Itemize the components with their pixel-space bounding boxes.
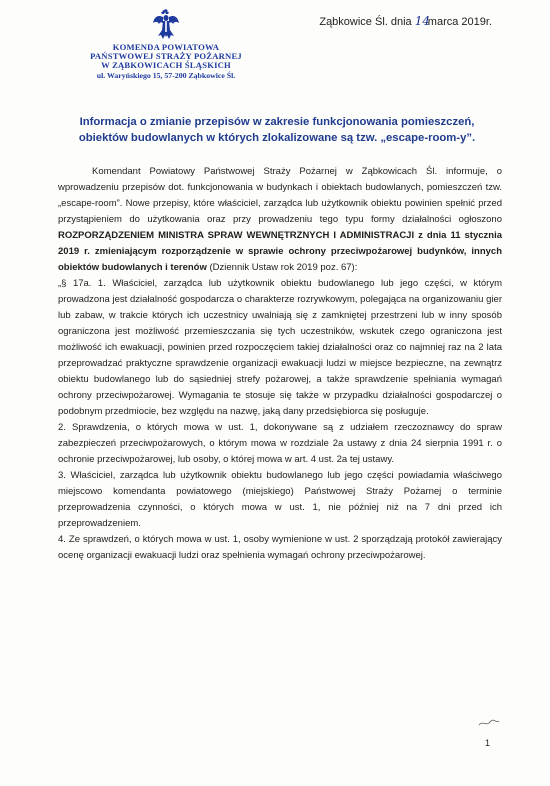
handwritten-mark-icon (478, 718, 500, 728)
eagle-emblem-icon (151, 6, 181, 42)
document-title (60, 114, 494, 146)
place-date-prefix: Ząbkowice Śl. dnia (319, 16, 412, 28)
stamp-line-1: KOMENDA POWIATOWA (112, 42, 220, 52)
stamp-address: ul. Waryńskiego 15, 57-200 Ząbkowice Śl. (96, 70, 236, 80)
intro-text-1: Komendant Powiatowy Państwowej Straży Pożarnej w Ząbkowicach Śl. informuje, o wprowadzeniu przepisów dot. funkcjonowania w budynkach i obiektach budowlanych, pomieszczeń tzw. „escape-room”. Nowe przepisy, które właściciel, zarządca lub użytkownik obiektu powinien spełnić przed przystąpieniem do użytkowania oraz przy prowadzeniu tego typu formy działalności ogłoszono (58, 166, 502, 225)
regulation-name: ROZPORZĄDZENIEM MINISTRA SPRAW WEWNĘTRZNYCH I ADMINISTRACJI z dnia 11 stycznia 2019 r. zmieniającym rozporządzenie w sprawie ochrony przeciwpożarowej budynków, innych obiektów budowlanych i terenów (58, 230, 502, 273)
title-line-1: Informacja o zmianie przepisów w zakresie funkcjonowania pomieszczeń, (79, 116, 475, 128)
handwritten-day: 14 (414, 14, 431, 28)
paragraph-3: 3. Właściciel, zarządca lub użytkownik obiektu budowlanego lub jego części powiadamia właściwego miejscowo komendanta powiatowego (miejskiego) Państwowej Straży Pożarnej o terminie przeprowadzenia czynności, o których mowa w ust. 1, nie później niż na 7 dni przed ich przeprowadzeniem. (58, 470, 502, 529)
paragraph-2: 2. Sprawdzenia, o których mowa w ust. 1, dokonywane są z udziałem rzeczoznawcy do spraw zabezpieczeń przeciwpożarowych, o którym mowa w rozdziale 2a ustawy z dnia 24 sierpnia 1991 r. o ochronie przeciwpożarowej, lub osoby, o której mowa w art. 4 ust. 2a tej ustawy. (58, 422, 502, 465)
paragraph-4: 4. Ze sprawdzeń, o których mowa w ust. 1, osoby wymienione w ust. 2 sporządzają protokół zawierający ocenę organizacji ewakuacji ludzi oraz spełnienia wymagań ochrony przeciwpożarowej. (58, 534, 502, 561)
institution-stamp (86, 6, 246, 81)
stamp-line-3: W ZĄBKOWICACH ŚLĄSKICH (101, 60, 231, 71)
title-line-2: obiektów budowlanych w których zlokalizowane są tzw. „escape-room-y”. (78, 132, 476, 144)
intro-text-2: (Dziennik Ustaw rok 2019 poz. 67): (209, 262, 358, 273)
page-number: 1 (484, 738, 490, 748)
document-body (58, 164, 502, 564)
place-and-date (319, 14, 492, 28)
paragraph-1: „§ 17a. 1. Właściciel, zarządca lub użytkownik obiektu budowlanego lub jego części, w którym prowadzona jest działalność gospodarcza o charakterze rozrywkowym, polegająca na organizowaniu gier lub zabaw, w trakcie których ich uczestnicy uwalniają się z zamkniętej przestrzeni lub w inny sposób ograniczona jest możliwość przemieszczania się tych uczestników, wskutek czego ograniczona jest możliwość ich ewakuacji, powinien przed rozpoczęciem takiej działalności oraz co najmniej raz na 2 lata przeprowadzać praktyczne sprawdzenie organizacji ewakuacji ludzi w miejsce bezpieczne, na zewnątrz obiektu budowlanego lub do sąsiedniej strefy pożarowej, a także sprawdzenie spełniania wymagań ochrony przeciwpożarowej. Wymagania te stosuje się także w przypadku działalności gospodarczej o podobnym przedmiocie, bez względu na nazwę, jaką dany przedsiębiorca się posługuje. (58, 278, 502, 417)
place-date-suffix: marca 2019r. (427, 16, 492, 28)
intro-paragraph (58, 164, 502, 276)
stamp-line-2: PAŃSTWOWEJ STRAŻY POŻARNEJ (90, 51, 242, 62)
